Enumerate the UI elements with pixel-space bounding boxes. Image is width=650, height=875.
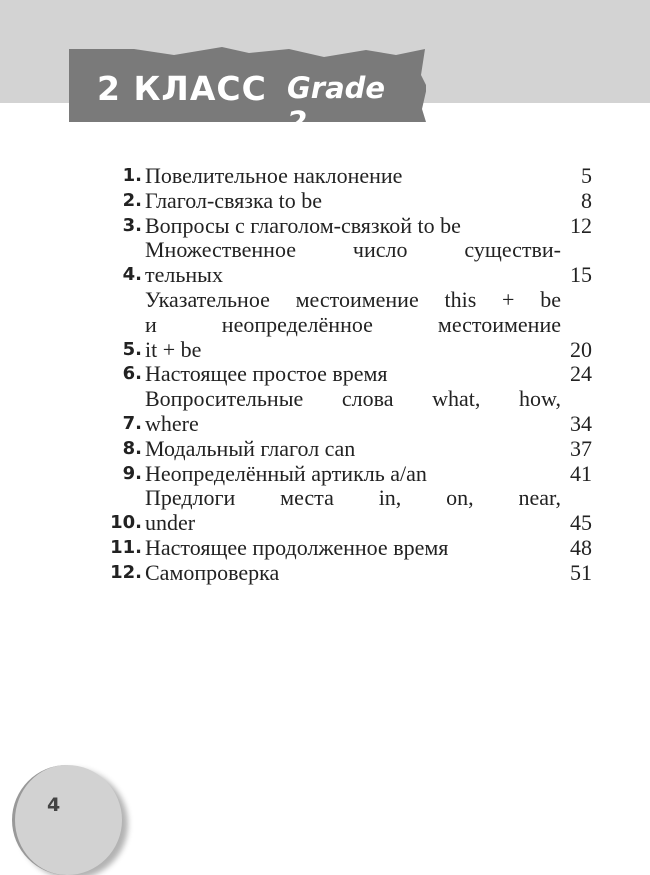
toc-entry-number: 11.: [110, 536, 142, 558]
toc-entry-line: Указательное местоимение this + be: [145, 286, 561, 312]
chapter-title: 2 КЛАСС: [97, 69, 267, 108]
toc-entry-title: [145, 362, 561, 387]
table-of-contents: [90, 164, 592, 586]
toc-entry[interactable]: [90, 462, 592, 487]
toc-entry[interactable]: [90, 536, 592, 561]
toc-entry[interactable]: [90, 288, 592, 362]
toc-entry-line: Предлоги места in, on, near,: [145, 485, 561, 511]
toc-entry[interactable]: [90, 362, 592, 387]
toc-entry-line: Модальный глагол can: [145, 435, 356, 461]
toc-entry-line: Множественное число существи-: [145, 237, 561, 263]
chapter-banner: [69, 47, 426, 139]
toc-entry-title: [145, 486, 561, 536]
toc-entry-page: 51: [570, 559, 592, 585]
toc-entry[interactable]: [90, 214, 592, 239]
toc-entry-title: [145, 189, 561, 214]
toc-entry-page: 24: [570, 361, 592, 387]
toc-entry-number: 10.: [110, 512, 142, 534]
toc-entry-title: [145, 214, 561, 239]
toc-entry-line: Глагол-связка to be: [145, 187, 322, 213]
toc-entry-line: Вопросительные слова what, how,: [145, 386, 561, 412]
toc-entry-line: Неопределённый артикль a/an: [145, 460, 427, 486]
chapter-subtitle: Grade 2: [287, 71, 386, 139]
toc-entry-title: [145, 387, 561, 437]
toc-entry[interactable]: [90, 486, 592, 536]
toc-entry[interactable]: [90, 164, 592, 189]
toc-entry[interactable]: [90, 437, 592, 462]
toc-entry-page: 5: [581, 163, 592, 188]
toc-entry-number: 4.: [122, 264, 142, 286]
toc-entry-page: 45: [570, 510, 592, 536]
toc-entry-line: и неопределённое местоимение: [145, 311, 561, 337]
toc-entry-number: 5.: [122, 338, 142, 360]
toc-entry-number: 1.: [122, 165, 142, 186]
toc-entry-title: [145, 437, 561, 462]
toc-entry-page: 34: [570, 410, 592, 436]
toc-entry-line: Вопросы с глаголом-связкой to be: [145, 212, 461, 238]
toc-entry-page: 41: [570, 460, 592, 486]
toc-entry-number: 3.: [122, 214, 142, 236]
toc-entry-page: 8: [581, 187, 592, 213]
page-number-badge: [12, 765, 122, 875]
toc-entry-line: it + be: [145, 336, 202, 362]
toc-entry-page: 48: [570, 534, 592, 560]
toc-entry-page: 15: [570, 262, 592, 288]
toc-entry-number: 7.: [122, 412, 142, 434]
toc-entry-line: тельных: [145, 262, 223, 288]
toc-entry[interactable]: [90, 238, 592, 288]
toc-entry[interactable]: [90, 387, 592, 437]
toc-entry-number: 2.: [122, 189, 142, 211]
toc-entry-title: [145, 462, 561, 487]
page-number: 4: [47, 794, 61, 816]
toc-entry-line: Самопроверка: [145, 559, 280, 585]
toc-entry-line: Повелительное наклонение: [145, 163, 403, 188]
toc-entry-title: [145, 288, 561, 362]
toc-entry-number: 9.: [122, 462, 142, 484]
toc-entry-line: Настоящее продолженное время: [145, 534, 449, 560]
toc-entry-title: [145, 536, 561, 561]
toc-entry-line: Настоящее простое время: [145, 361, 388, 387]
toc-entry-number: 12.: [110, 561, 142, 583]
toc-entry-title: [145, 238, 561, 288]
toc-entry-title: [145, 561, 561, 586]
toc-entry-line: where: [145, 410, 199, 436]
toc-entry-title: [145, 164, 561, 189]
toc-entry-line: under: [145, 510, 196, 536]
toc-entry[interactable]: [90, 189, 592, 214]
toc-entry-number: 8.: [122, 437, 142, 459]
toc-entry-number: 6.: [122, 363, 142, 385]
toc-entry[interactable]: [90, 561, 592, 586]
toc-entry-page: 37: [570, 435, 592, 461]
toc-entry-page: 12: [570, 212, 592, 238]
toc-entry-page: 20: [570, 336, 592, 362]
